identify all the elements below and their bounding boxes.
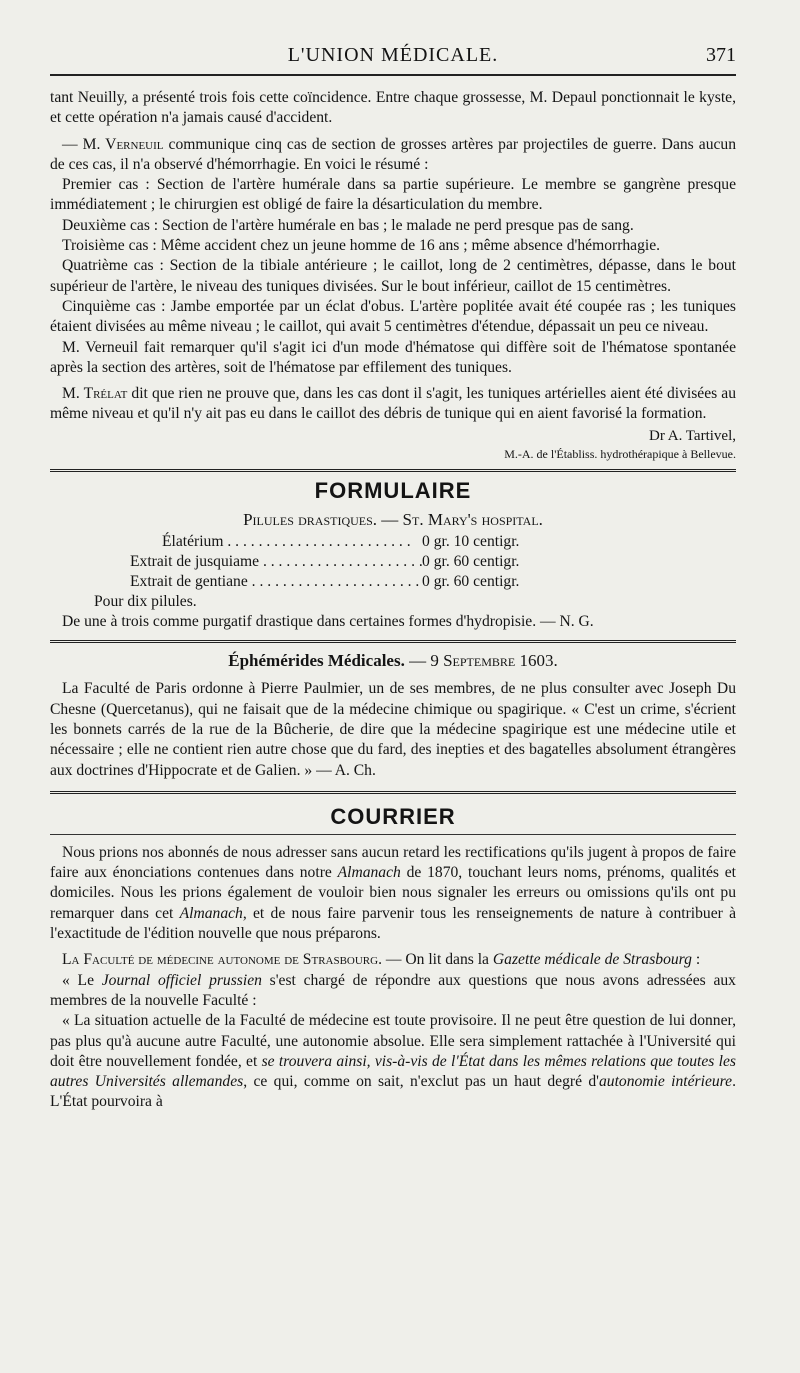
case-4: Quatrième cas : Section de la tibiale antérieure ; le caillot, long de 2 centimètres, dépasse, dans le bout supérieur de l'artère, le niveau des tuniques divisées. Sur le bout inférieur, caillot de 15 centimètres. — [50, 257, 736, 295]
text-run: s'est chargé de répondre aux questions que nous avons adressées aux membres de la nouvelle Faculté : — [50, 971, 736, 1009]
section-divider — [50, 640, 736, 643]
text-run: , et de nous faire parvenir tous les renseignements de nature à contribuer à l'exactitude de l'édition nouvelle que nous préparons. — [50, 904, 736, 943]
paragraph: M. Verneuil fait remarquer qu'il s'agit ici d'un mode d'hématose qui diffère soit de l'hématose spontanée après la section des artères, soit de l'hématose par effilement des tuniques. — [50, 338, 736, 376]
formula-note: Pour dix pilules. — [94, 592, 197, 610]
paragraph — [50, 384, 736, 425]
italic-run: se trouvera ainsi, vis-à-vis de l'État dans les mêmes relations que toutes les autres Universités allemandes — [50, 1052, 736, 1091]
italic-run: Almanach — [337, 864, 401, 882]
ingredient-dose: 0 gr. 60 centigr. — [422, 552, 520, 570]
ingredient-list — [50, 532, 736, 592]
signature-name: Dr A. Tartivel, — [649, 427, 736, 444]
italic-run: Gazette médicale de Strasbourg — [492, 951, 692, 969]
signature-title: M.-A. de l'Établiss. hydrothérapique à Bellevue. — [504, 446, 736, 461]
ephemerides-heading — [50, 651, 736, 671]
formula-note: De une à trois comme purgatif drastique dans certaines formes d'hydropisie. — N. G. — [62, 613, 594, 631]
society-report — [50, 88, 736, 463]
formulaire-title: FORMULAIRE — [314, 477, 472, 503]
paragraph — [50, 1011, 736, 1112]
paragraph — [50, 843, 736, 944]
text-run: Nous prions nos abonnés de nous adresser sans aucun retard les rectifications qu'ils jugent à propos de faire faire aux énonciations contenues dans notre — [50, 843, 736, 882]
case-5: Cinquième cas : Jambe emportée par un éclat d'obus. L'artère poplitée avait été coupée ras ; les tuniques étaient divisées au même niveau ; le caillot, qui avait 5 centimètres d'étendue, dépassait un peu ce niveau. — [50, 297, 736, 336]
text-run: — On lit dans la — [382, 951, 493, 969]
formula-heading: Pilules drastiques. — St. Mary's hospital. — [243, 509, 543, 529]
running-title: L'UNION MÉDICALE. — [287, 44, 499, 66]
paragraph — [50, 971, 736, 1012]
courrier-rule — [50, 834, 736, 835]
italic-run: autonomie intérieure — [598, 1073, 733, 1091]
paragraph-text: dit que rien ne prouve que, dans les cas dont il s'agit, les tuniques artérielles aient été divisées au même niveau et qu'il n'y ait pas eu dans le caillot des débris de tunique qui en aient favorisé la formation. — [50, 385, 737, 423]
header-rule — [50, 74, 736, 76]
text-run: : — [691, 951, 701, 969]
section-divider — [50, 791, 736, 794]
speaker-name: M. Trélat — [62, 385, 128, 403]
ingredient-name: Extrait de gentiane . . . — [130, 572, 422, 592]
case-1: Premier cas : Section de l'artère humérale dans sa partie supérieure. Le membre se gangrène presque immédiatement ; le chirurgien est obligé de faire la désarticulation du membre. — [50, 176, 736, 214]
paragraph: tant Neuilly, a présenté trois fois cette coïncidence. Entre chaque grossesse, M. Depaul ponctionnait le kyste, et cette opération n'a jamais causé d'accident. — [50, 89, 736, 127]
case-3: Troisième cas : Même accident chez un jeune homme de 16 ans ; même absence d'hémorrhagie. — [62, 237, 661, 255]
ingredient-row — [50, 572, 736, 592]
section-divider — [50, 469, 736, 472]
ingredient-dose: 0 gr. 10 centigr. — [422, 532, 520, 550]
ingredient-row — [50, 552, 736, 572]
ingredient-name: Élatérium . . . — [162, 532, 422, 552]
italic-run: Almanach — [179, 904, 243, 922]
ephemerides-date: — 9 Septembre 1603. — [409, 651, 558, 671]
page-header — [50, 40, 736, 74]
case-2: Deuxième cas : Section de l'artère humérale en bas ; le malade ne perd presque pas de sang. — [62, 216, 634, 234]
ingredient-name: Extrait de jusquiame . . . — [130, 552, 422, 572]
courrier-section — [50, 843, 736, 1113]
ingredient-row — [50, 532, 736, 552]
italic-run: Journal officiel prussien — [101, 971, 262, 989]
ephemerides-text: La Faculté de Paris ordonne à Pierre Paulmier, un de ses membres, de ne plus consulter avec Joseph Du Chesne (Quercetanus), qui ne faisait que de la médecine chimique ou spagirique. « C'est un crime, s'écrient les bonnets carrés de la rue de la Bûcherie, de dire que la médecine spagirique est une médecine utile et nécessaire ; elle ne contient rien autre chose que du fard, des inepties et des bagatelles absolument étrangères aux doctrines d'Hippocrate et de Galien. » — A. Ch. — [50, 680, 736, 779]
page-number: 371 — [706, 44, 736, 66]
small-caps-run: La Faculté de médecine autonome de Strasbourg. — [62, 951, 382, 969]
text-run: « Le — [62, 971, 102, 989]
paragraph-text: communique cinq cas de section de grosses artères par projectiles de guerre. Dans aucun de ces cas, il n'a observé d'hémorrhagie. En voici le résumé : — [50, 135, 737, 173]
text-run: « La situation actuelle de la Faculté de médecine est toute provisoire. Il ne peut être question de lui donner, pas plus qu'à aucune autre Faculté, une autonomie absolue. Elle sera simplement rattachée à l'Université qui doit être nouvellement fondée, et — [50, 1012, 736, 1070]
text-run: . L'État pourvoira à — [50, 1073, 736, 1111]
ingredient-dose: 0 gr. 60 centigr. — [422, 572, 520, 590]
formulaire-section — [50, 510, 736, 633]
text-run: , ce qui, comme on sait, n'exclut pas un haut degré d' — [243, 1073, 599, 1091]
paragraph — [50, 950, 736, 970]
paragraph: — M. Verneuil communique cinq cas de section de grosses artères par projectiles de guerre. Dans aucun de ces cas, il n'a observé d'hémorrhagie. En voici le résumé : — [50, 135, 737, 173]
text-run: de 1870, touchant leurs noms, prénoms, qualités et domiciles. Nous les prions également de vouloir bien nous signaler les erreurs ou omissions qu'ils ont pu remarquer dans cet — [50, 864, 736, 922]
speaker-name: M. Verneuil — [82, 135, 164, 153]
ephemerides-title: Éphémérides Médicales. — [228, 651, 405, 671]
courrier-title: COURRIER — [330, 803, 456, 829]
